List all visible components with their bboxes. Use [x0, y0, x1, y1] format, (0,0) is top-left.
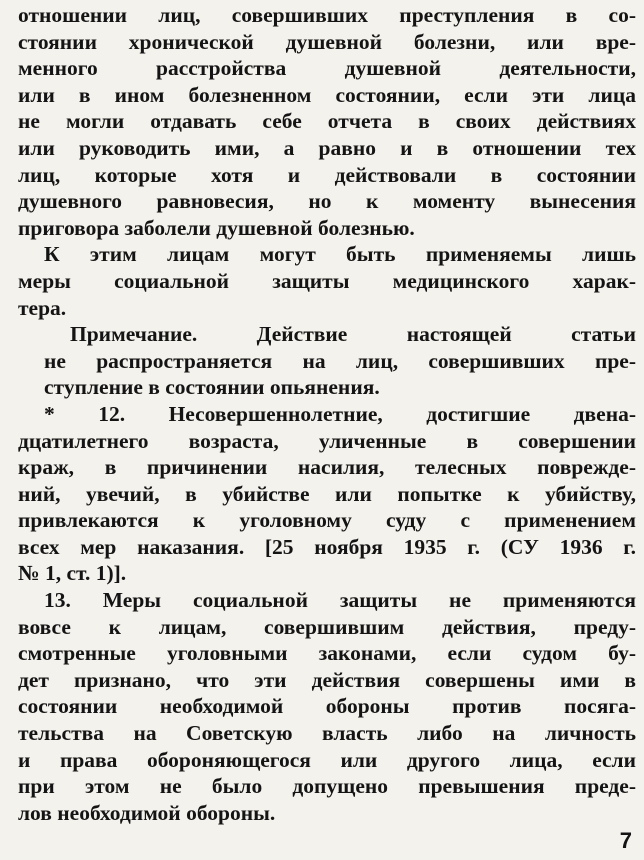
text-line: или руководить ими, а равно и в отношении тех [18, 135, 636, 160]
paragraph-insanity-provision [18, 2, 636, 241]
text-line: 13. Меры социальной защиты не применяются [44, 588, 636, 613]
text-line: лов необходимой обороны. [18, 800, 276, 825]
text-line: смотренные уголовными законами, если судом бу- [18, 641, 636, 666]
article-12 [18, 401, 636, 587]
text-line: вовсе к лицам, совершившим действия, преду- [18, 614, 636, 639]
text-line: Примечание. Действие настоящей статьи [70, 322, 636, 347]
text-line: или в ином болезненном состоянии, если эти лица [18, 82, 636, 107]
document-page [18, 2, 636, 826]
text-line: стоянии хронической душевной болезни, или вре- [18, 29, 636, 54]
text-line: № 1, ст. 1)]. [18, 561, 127, 586]
text-line: краж, в причинении насилия, телесных поврежде- [18, 455, 636, 480]
text-line: не распространяется на лиц, совершивших пре- [44, 348, 636, 373]
text-line: состоянии необходимой обороны против посяга- [18, 694, 636, 719]
text-line: * 12. Несовершеннолетние, достигшие двена- [44, 401, 636, 426]
text-line: душевного равновесия, но к моменту вынесения [18, 189, 636, 214]
paragraph-note [18, 321, 636, 401]
text-line: тельства на Советскую власть либо на личность [18, 721, 636, 746]
text-line: и права обороняющегося или другого лица, если [18, 747, 636, 772]
text-line: при этом не было допущено превышения преде- [18, 774, 636, 799]
text-line: приговора заболели душевной болезнью. [18, 215, 415, 240]
text-line: не могли отдавать себе отчета в своих действиях [18, 109, 636, 134]
text-line: ний, увечий, в убийстве или попытке к убийству, [18, 481, 636, 506]
text-line: меры социальной защиты медицинского харак- [18, 268, 636, 293]
text-line: дет признано, что эти действия совершены ими в [18, 667, 636, 692]
text-line: дцатилетнего возраста, уличенные в совершении [18, 428, 636, 453]
text-line: лиц, которые хотя и действовали в состоянии [18, 162, 636, 187]
text-line: отношении лиц, совершивших преступления в со- [18, 3, 636, 27]
text-line: тера. [18, 295, 67, 320]
page-number: 7 [619, 828, 632, 853]
text-line: привлекаются к уголовному суду с применением [18, 508, 636, 533]
text-line: К этим лицам могут быть применяемы лишь [44, 242, 636, 267]
text-line: менного расстройства душевной деятельности, [18, 56, 636, 81]
text-line: всех мер наказания. [25 ноября 1935 г. (СУ 1936 г. [18, 534, 636, 559]
article-13 [18, 587, 636, 826]
paragraph-medical-measures [18, 241, 636, 321]
text-line: ступление в состоянии опьянения. [44, 375, 380, 400]
